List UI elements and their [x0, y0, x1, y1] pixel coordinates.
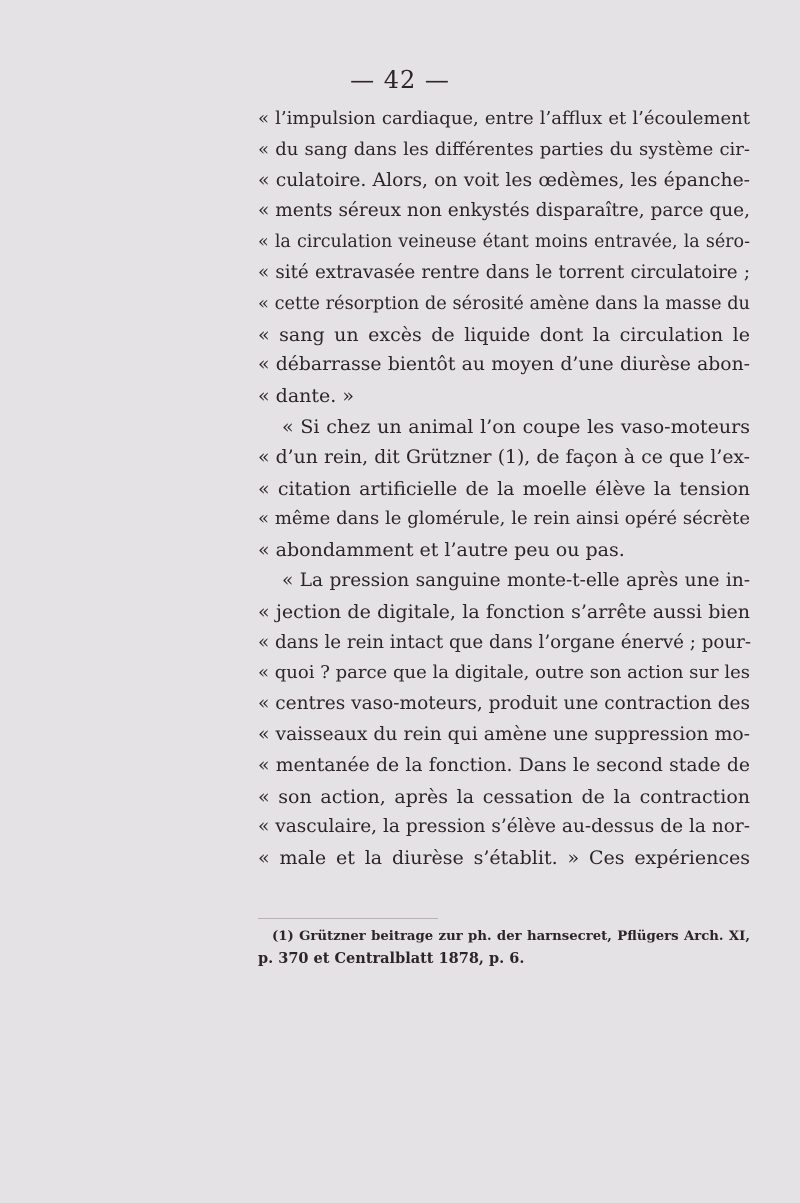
text-line: « ments séreux non enkystés disparaître, parce que,	[258, 200, 750, 222]
text-line: « l’impulsion cardiaque, entre l’afflux et l’écoulement	[258, 108, 750, 129]
text-line: « sité extravasée rentre dans le torrent circulatoire ;	[258, 261, 750, 283]
text-line: « dante. »	[258, 385, 354, 408]
footnote-divider	[258, 918, 438, 919]
footnote-line: (1) Grützner beitrage zur ph. der harnsecret, Pflügers Arch. XI,	[272, 929, 750, 944]
page-number: — 42 —	[350, 66, 450, 94]
text-line: « quoi ? parce que la digitale, outre son action sur les	[258, 662, 750, 684]
text-line: « jection de digitale, la fonction s’arrête aussi bien	[258, 600, 750, 623]
text-line: « La pression sanguine monte-t-elle après une in-	[282, 569, 750, 591]
text-line: « la circulation veineuse étant moins entravée, la séro-	[258, 232, 750, 253]
body-text	[258, 104, 750, 874]
footnote	[258, 926, 750, 970]
text-line: « d’un rein, dit Grützner (1), de façon à ce que l’ex-	[258, 446, 750, 468]
text-line: « débarrasse bientôt au moyen d’une diurèse abon-	[258, 354, 750, 376]
text-line: « même dans le glomérule, le rein ainsi opéré sécrète	[258, 508, 750, 530]
text-line: « centres vaso-moteurs, produit une contraction des	[258, 693, 750, 715]
text-line: « cette résorption de sérosité amène dans la masse du	[258, 293, 750, 314]
text-line: « abondamment et l’autre peu ou pas.	[258, 539, 625, 562]
text-line: « son action, après la cessation de la contraction	[258, 785, 750, 808]
footnote-line: p. 370 et Centralblatt 1878, p. 6.	[258, 950, 525, 967]
text-line: « citation artificielle de la moelle élève la tension	[258, 477, 750, 500]
text-line: « Si chez un animal l’on coupe les vaso-moteurs	[282, 415, 750, 438]
text-line: « male et la diurèse s’établit. » Ces expériences	[258, 847, 750, 870]
text-line: « du sang dans les différentes parties du système cir-	[258, 138, 750, 160]
text-line: « vaisseaux du rein qui amène une suppression mo-	[258, 723, 750, 745]
text-line: « vasculaire, la pression s’élève au-dessus de la nor-	[258, 816, 750, 838]
text-line: « mentanée de la fonction. Dans le second stade de	[258, 754, 750, 776]
text-line: « dans le rein intact que dans l’organe énervé ; pour-	[258, 631, 752, 653]
text-line: « sang un excès de liquide dont la circulation le	[258, 323, 750, 346]
text-line: « culatoire. Alors, on voit les œdèmes, les épanche-	[258, 169, 750, 191]
